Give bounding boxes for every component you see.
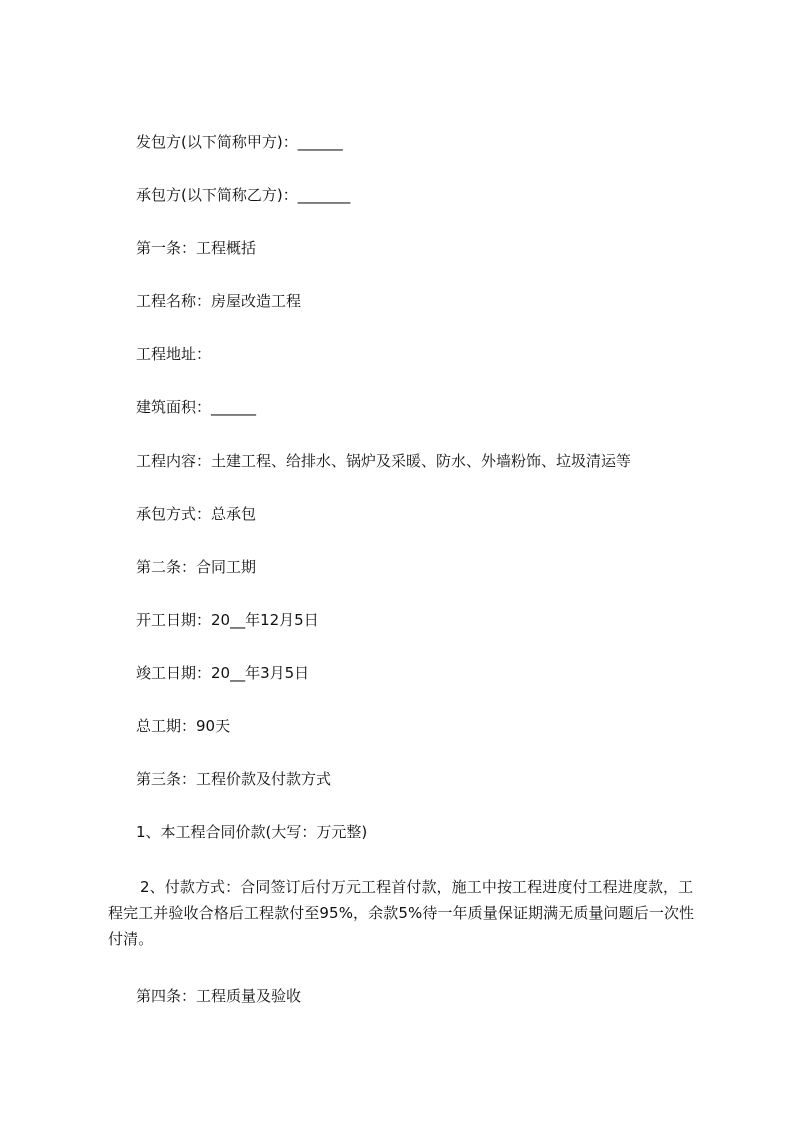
start-date-line: 开工日期：20__年12月5日	[136, 611, 319, 629]
building-area-line: 建筑面积：______	[136, 398, 257, 416]
completion-date-line: 竣工日期：20__年3月5日	[136, 664, 310, 682]
contractor-line: 承包方(以下简称乙方)：_______	[136, 186, 351, 204]
project-address-line: 工程地址：	[136, 345, 212, 363]
article-1-heading: 第一条：工程概括	[136, 239, 257, 257]
contract-method-line: 承包方式：总承包	[136, 505, 257, 523]
article-3-heading: 第三条：工程价款及付款方式	[136, 770, 332, 788]
project-name-line: 工程名称：房屋改造工程	[136, 292, 302, 310]
total-duration-line: 总工期：90天	[136, 717, 231, 735]
project-content-line: 工程内容：土建工程、给排水、锅炉及采暖、防水、外墙粉饰、垃圾清运等	[136, 452, 632, 470]
article-4-heading: 第四条：工程质量及验收	[136, 987, 302, 1005]
payment-method-paragraph: 2、付款方式：合同签订后付万元工程首付款，施工中按工程进度付工程进度款，工程完工并验收合格后工程款付至95%，余款5%待一年质量保证期满无质量问题后一次性付清。	[108, 878, 695, 948]
contract-price-line: 1、本工程合同价款(大写：万元整)	[136, 823, 368, 841]
article-2-heading: 第二条：合同工期	[136, 558, 257, 576]
employer-line: 发包方(以下简称甲方)：______	[136, 133, 343, 151]
